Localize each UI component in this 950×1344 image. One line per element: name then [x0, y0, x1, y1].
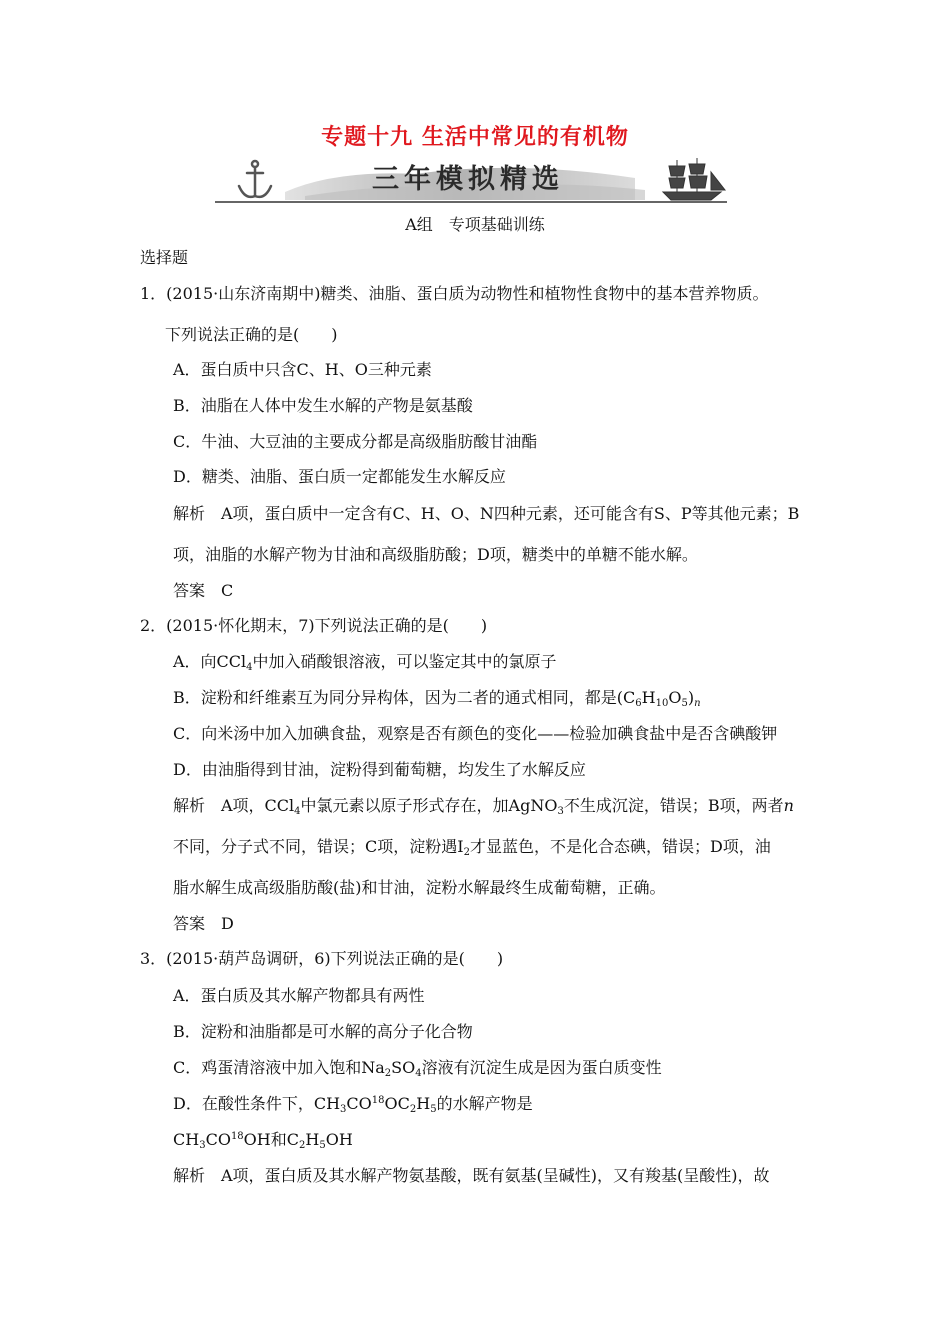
q1-analysis-line1: 解析 A项，蛋白质中一定含有C、H、O、N四种元素，还可能含有S、P等其他元素；B [173, 504, 800, 523]
q2-option-a: A．向CCl$_4$中加入硝酸银溶液，可以鉴定其中的氯原子 [173, 652, 557, 673]
q1-option-b: B．油脂在人体中发生水解的产物是氨基酸 [173, 396, 473, 415]
q2-stem: 2．(2015·怀化期末，7)下列说法正确的是( ) [140, 616, 488, 635]
q3-option-b: B．淀粉和油脂都是可水解的高分子化合物 [173, 1022, 473, 1041]
sailing-ship-icon [663, 158, 725, 200]
banner-text: 三年模拟精选 [372, 164, 564, 195]
q2-option-c: C．向米汤中加入加碘食盐，观察是否有颜色的变化——检验加碘食盐中是否含碘酸钾 [173, 724, 778, 743]
anchor-icon [239, 161, 271, 197]
q3-analysis-line1: 解析 A项，蛋白质及其水解产物氨基酸，既有氨基(呈碱性)，又有羧基(呈酸性)，故 [173, 1166, 770, 1185]
q1-answer: 答案 C [173, 581, 234, 600]
q2-analysis-line2: 不同，分子式不同，错误；C项，淀粉遇$I_2$才显蓝色，不是化合态碘，错误；D项，油 [173, 837, 771, 858]
q2-answer: 答案 D [173, 914, 234, 933]
q3-option-d-cont: $CH_3CO^{18}OH$和$C_2H_5OH$ [173, 1130, 353, 1151]
q1-option-a: A．蛋白质中只含C、H、O三种元素 [173, 360, 432, 379]
q1-analysis-line2: 项，油脂的水解产物为甘油和高级脂肪酸；D项，糖类中的单糖不能水解。 [173, 545, 698, 564]
q3-stem: 3．(2015·葫芦岛调研，6)下列说法正确的是( ) [140, 949, 504, 968]
q1-stem: 1．(2015·山东济南期中)糖类、油脂、蛋白质为动物性和植物性食物中的基本营养物质。 [140, 284, 769, 303]
subheading: A组 专项基础训练 [405, 215, 545, 234]
q2-analysis-line3: 脂水解生成高级脂肪酸(盐)和甘油，淀粉水解最终生成葡萄糖，正确。 [173, 878, 666, 897]
q1-option-c: C．牛油、大豆油的主要成分都是高级脂肪酸甘油酯 [173, 432, 538, 451]
q3-option-c: C．鸡蛋清溶液中加入饱和$Na_2SO_4$溶液有沉淀生成是因为蛋白质变性 [173, 1058, 662, 1079]
q1-stem-cont: 下列说法正确的是( ) [165, 325, 338, 344]
section-label: 选择题 [140, 248, 189, 267]
q2-analysis-line1: 解析 A项，CCl$_4$中氯元素以原子形式存在，加AgNO$_3$不生成沉淀，错误；B项，两者n [173, 796, 794, 817]
q1-option-d: D．糖类、油脂、蛋白质一定都能发生水解反应 [173, 467, 506, 486]
q2-option-b: B．淀粉和纤维素互为同分异构体，因为二者的通式相同，都是$(C_6H_{10}O_5)_n$ [173, 688, 701, 709]
q3-option-d: D．在酸性条件下，$CH_3CO^{18}OC_2H_5$的水解产物是 [173, 1094, 533, 1115]
q3-option-a: A．蛋白质及其水解产物都具有两性 [173, 986, 425, 1005]
page-title: 专题十九 生活中常见的有机物 [321, 125, 629, 150]
q2-option-d: D．由油脂得到甘油，淀粉得到葡萄糖，均发生了水解反应 [173, 760, 586, 779]
